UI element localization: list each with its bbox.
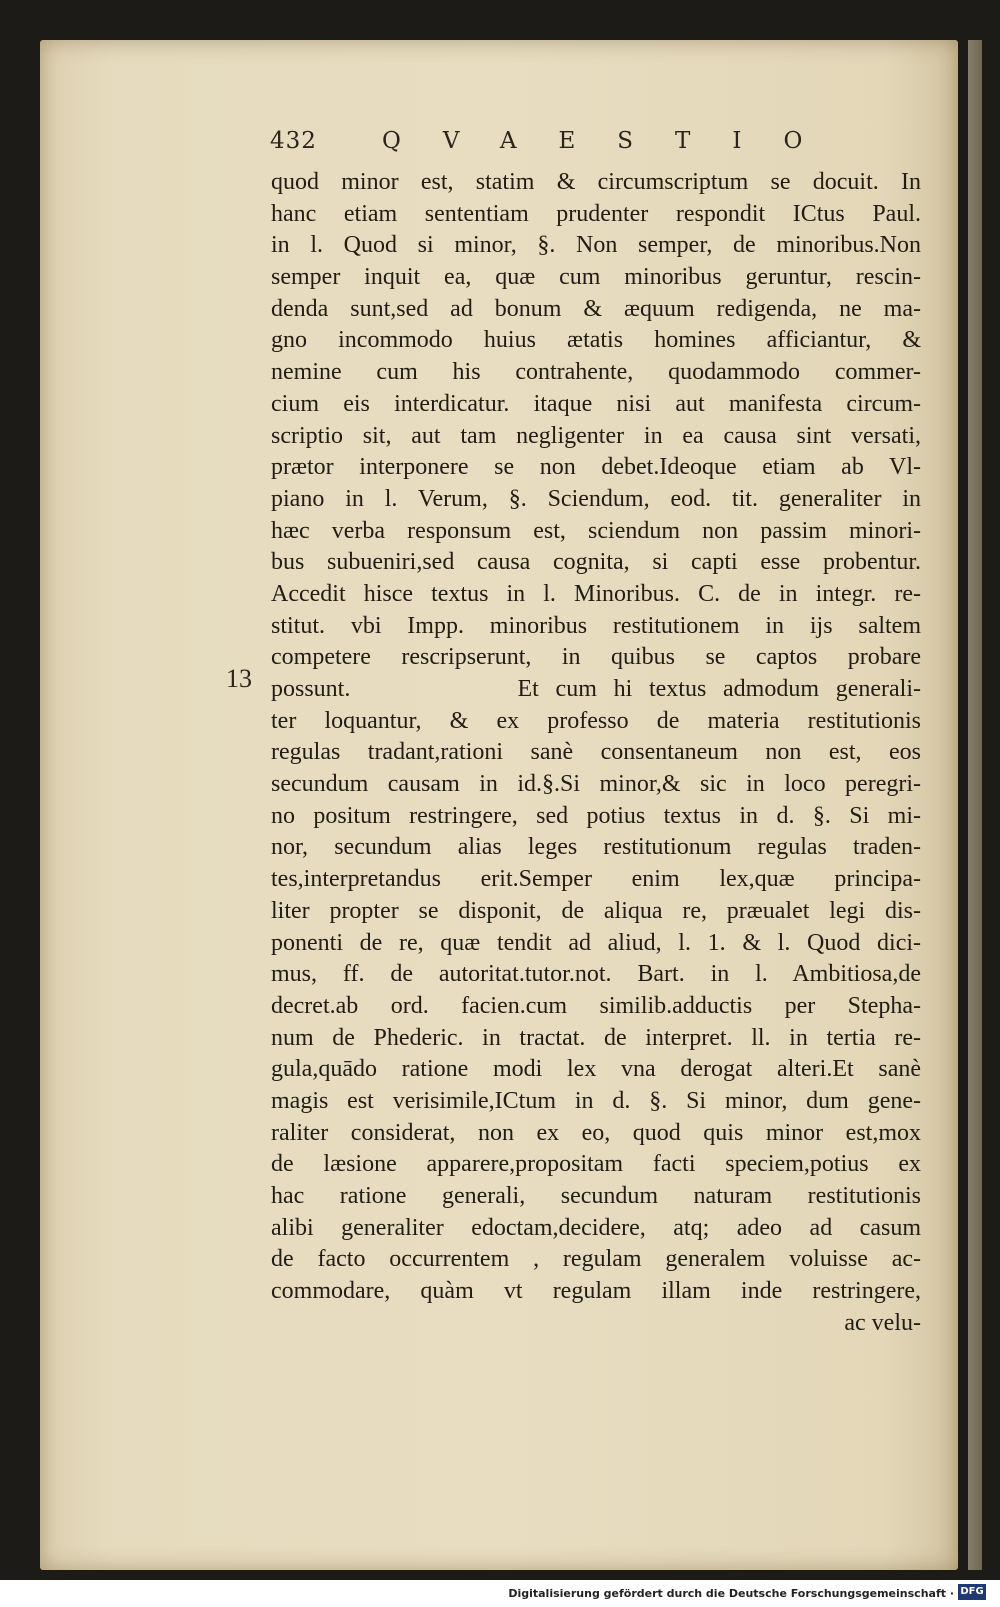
- text-line: no positum restringere, sed potius textus in d. §. Si mi-: [271, 802, 921, 829]
- text-line: hæc verba responsum est, sciendum non passim minori-: [271, 517, 921, 544]
- text-line: commodare, quàm vt regulam illam inde restringere,: [271, 1278, 921, 1305]
- text-line: de facto occurrentem , regulam generalem voluisse ac-: [271, 1246, 921, 1273]
- dfg-logo: DFG: [958, 1584, 986, 1600]
- text-line: stitut. vbi Impp. minoribus restitutionem in ijs saltem: [271, 612, 921, 639]
- text-line: gno incommodo huius ætatis homines afficiantur, &: [271, 327, 921, 354]
- text-line: regulas tradant,rationi sanè consentaneum non est, eos: [271, 739, 921, 766]
- text-line: decret.ab ord. facien.cum similib.adductis per Stepha-: [271, 992, 921, 1019]
- text-line: secundum causam in id.§.Si minor,& sic in loco peregri-: [271, 771, 921, 798]
- margin-note-number: 13: [226, 664, 252, 693]
- body-text: [271, 167, 921, 1339]
- text-line: num de Phederic. in tractat. de interpret. ll. in tertia re-: [271, 1024, 921, 1051]
- text-line: Accedit hisce textus in l. Minoribus. C. de in integr. re-: [271, 580, 921, 607]
- text-line: prætor interponere se non debet.Ideoque etiam ab Vl-: [271, 454, 921, 481]
- text-line: bus subueniri,sed causa cognita, si capti esse probentur.: [271, 549, 921, 576]
- funding-credit: Digitalisierung gefördert durch die Deutsche Forschungsgemeinschaft ·: [508, 1587, 954, 1600]
- running-title: QVAESTIO: [382, 128, 845, 154]
- text-line: nor, secundum alias leges restitutionum regulas traden-: [271, 834, 921, 861]
- text-line: semper inquit ea, quæ cum minoribus geruntur, rescin-: [271, 264, 921, 291]
- text-line: ponenti de re, quæ tendit ad aliud, l. 1. & l. Quod dici-: [271, 929, 921, 956]
- text-line: magis est verisimile,ICtum in d. §. Si minor, dum gene-: [271, 1087, 921, 1114]
- text-line: hac ratione generali, secundum naturam restitutionis: [271, 1183, 921, 1209]
- catchword: ac velu-: [844, 1309, 921, 1336]
- running-head: [224, 128, 845, 158]
- text-line: ter loquantur, & ex professo de materia restitutionis: [271, 707, 921, 734]
- text-line: in l. Quod si minor, §. Non semper, de minoribus.Non: [271, 232, 921, 259]
- text-line: raliter considerat, non ex eo, quod quis minor est,mox: [271, 1119, 921, 1146]
- text-line: de læsione apparere,propositam facti speciem,potius ex: [271, 1151, 921, 1178]
- text-line: liter propter se disponit, de aliqua re, præualet legi dis-: [271, 897, 921, 924]
- text-line: cium eis interdicatur. itaque nisi aut manifesta circum-: [271, 390, 921, 417]
- text-line: nemine cum his contrahente, quodammodo commer-: [271, 359, 921, 386]
- text-line: hanc etiam sententiam prudenter respondit ICtus Paul.: [271, 200, 921, 227]
- text-line: gula,quādo ratione modi lex vna derogat alteri.Et sanè: [271, 1056, 921, 1083]
- text-line: competere rescripserunt, in quibus se captos probare: [271, 644, 921, 671]
- text-line: mus, ff. de autoritat.tutor.not. Bart. in l. Ambitiosa,de: [271, 961, 921, 988]
- text-line: scriptio sit, aut tam negligenter in ea causa sint versati,: [271, 422, 921, 449]
- text-line: alibi generaliter edoctam,decidere, atq; adeo ad casum: [271, 1214, 921, 1241]
- text-line: possunt. Et cum hi textus admodum generali-: [271, 676, 921, 702]
- text-line: quod minor est, statim & circumscriptum se docuit. In: [271, 169, 921, 195]
- page-edge: [968, 40, 982, 1570]
- text-line: tes,interpretandus erit.Semper enim lex,quæ principa-: [271, 866, 921, 893]
- text-line: denda sunt,sed ad bonum & æquum redigenda, ne ma-: [271, 295, 921, 322]
- page-number: 432: [270, 128, 317, 154]
- text-line: piano in l. Verum, §. Sciendum, eod. tit. generaliter in: [271, 485, 921, 512]
